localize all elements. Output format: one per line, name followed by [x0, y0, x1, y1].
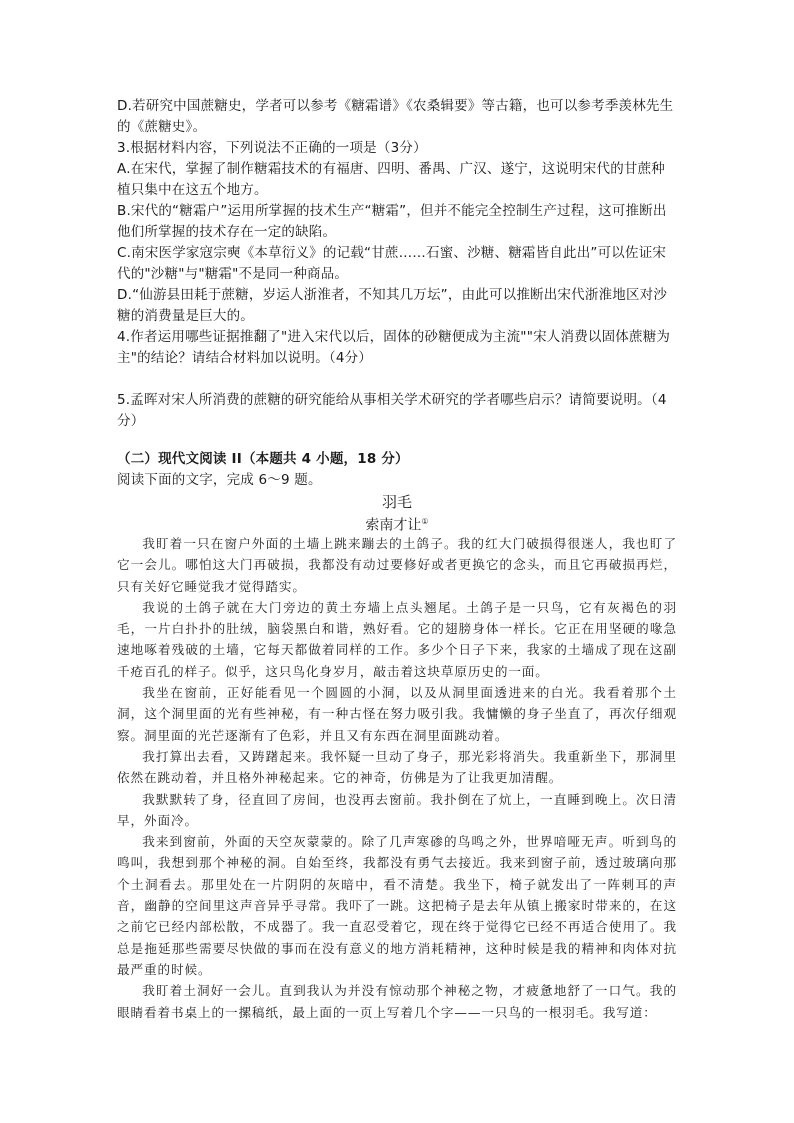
story-header: [117, 492, 677, 536]
story-paragraph: 我坐在窗前，正好能看见一个圆圆的小洞，以及从洞里面透进来的白光。我看着那个土洞，这个洞里面的光有些神秘，有一种古怪在努力吸引我。我慵懒的身子坐直了，再次仔细观察。洞里面的光芒逐渐有了色彩，并且又有东西在洞里面跳动着。: [117, 685, 677, 743]
story-paragraph: 我说的土鸽子就在大门旁边的黄土夯墙上点头翘尾。土鸽子是一只鸟，它有灰褐色的羽毛，一片白扑扑的肚绒，脑袋黑白和谐，熟好看。它的翅膀身体一样长。它正在用坚硬的喙急速地啄着残破的土墙，它每天都做着同样的工作。多少个日子下来，我家的土墙成了现在这副千疮百孔的样子。似乎，这只鸟化身岁月，敲击着这块草原历史的一面。: [117, 599, 677, 679]
question-5: 5.孟晖对宋人所消费的蔗糖的研究能给从事相关学术研究的学者哪些启示？请简要说明。（4分）: [117, 392, 667, 429]
story-paragraph: 我来到窗前，外面的天空灰蒙蒙的。除了几声寒碜的鸟鸣之外，世界喑哑无声。听到鸟的鸣叫，我想到那个神秘的洞。自始至终，我都没有勇气去接近。我来到窗子前，透过玻璃向那个土洞看去。那里处在一片阴阴的灰暗中，看不清楚。我坐下，椅子就发出了一阵刺耳的声音，幽静的空间里这声音异乎寻常。我吓了一跳。这把椅子是去年从镇上搬家时带来的，在这之前它已经内部松散，不成器了。我一直忍受着它，现在终于觉得它已经不再适合使用了。我总是拖延那些需要尽快做的事而在没有意义的地方消耗精神，这种时候是我的精神和肉体对抗最严重的时候。: [117, 834, 677, 977]
section-instruction: 阅读下面的文字，完成 6～9 题。: [117, 472, 322, 488]
question-3-stem: 3.根据材料内容，下列说法不正确的一项是（3分）: [117, 140, 427, 156]
story-paragraph: 我默默转了身，径直回了房间，也没再去窗前。我扑倒在了炕上，一直睡到晚上。次日清早，外面冷。: [117, 791, 677, 828]
section-heading: （二）现代文阅读 II（本题共 4 小题，18 分）: [117, 451, 409, 467]
question-3-option-b: B.宋代的“糖霜户”运用所掌握的技术生产“糖霜”，但并不能完全控制生产过程，这可推断出他们所掌握的技术存在一定的缺陷。: [117, 203, 667, 240]
story-title: 羽毛: [381, 493, 412, 511]
question-2-option-d: D.若研究中国蔗糖史，学者可以参考《糖霜谱》《农桑辑要》等古籍，也可以参考季羡林先生的《蔗糖史》。: [117, 98, 674, 135]
story-body: [117, 533, 677, 1023]
question-3-option-c: C.南宋医学家寇宗奭《本草衍义》的记载“甘蔗……石蜜、沙糖、糖霜皆自此出”可以佐证宋代的"沙糖"与"糖霜"不是同一种商品。: [117, 245, 667, 282]
spacer: [117, 369, 677, 390]
story-paragraph: 我盯着土洞好一会儿。直到我认为并没有惊动那个神秘之物，才疲惫地舒了一口气。我的眼睛看着书桌上的一摞稿纸，最上面的一页上写着几个字——一只鸟的一根羽毛。我写道：: [117, 983, 677, 1020]
footnote-marker: ①: [421, 517, 429, 526]
questions-block: [117, 96, 677, 432]
question-3-option-a: A.在宋代，掌握了制作糖霜技术的有福唐、四明、番禺、广汉、遂宁，这说明宋代的甘蔗种植只集中在这五个地方。: [117, 161, 665, 198]
story-author: 索南才让: [365, 517, 422, 534]
section-header: [117, 449, 677, 491]
question-4: 4.作者运用哪些证据推翻了"进入宋代以后，固体的砂糖便成为主流""宋人消费以固体蔗糖为主"的结论？请结合材料加以说明。（4分）: [117, 329, 671, 366]
question-3-option-d: D.“仙游县田耗于蔗糖，岁运人浙淮者，不知其几万坛”，由此可以推断出宋代浙淮地区对沙糖的消费量是巨大的。: [117, 287, 668, 324]
story-paragraph: 我打算出去看，又踌躇起来。我怀疑一旦动了身子，那光彩将消失。我重新坐下，那洞里依然在跳动着，并且格外神秘起来。它的神奇，仿佛是为了让我更加清醒。: [117, 748, 677, 786]
story-paragraph: 我盯着一只在窗户外面的土墙上跳来蹦去的土鸽子。我的红大门破损得很迷人，我也盯了它一会儿。哪怕这大门再破损，我都没有动过要修好或者更换它的念头，而且它再破损再烂，只有关好它睡觉我才觉得踏实。: [117, 536, 677, 594]
